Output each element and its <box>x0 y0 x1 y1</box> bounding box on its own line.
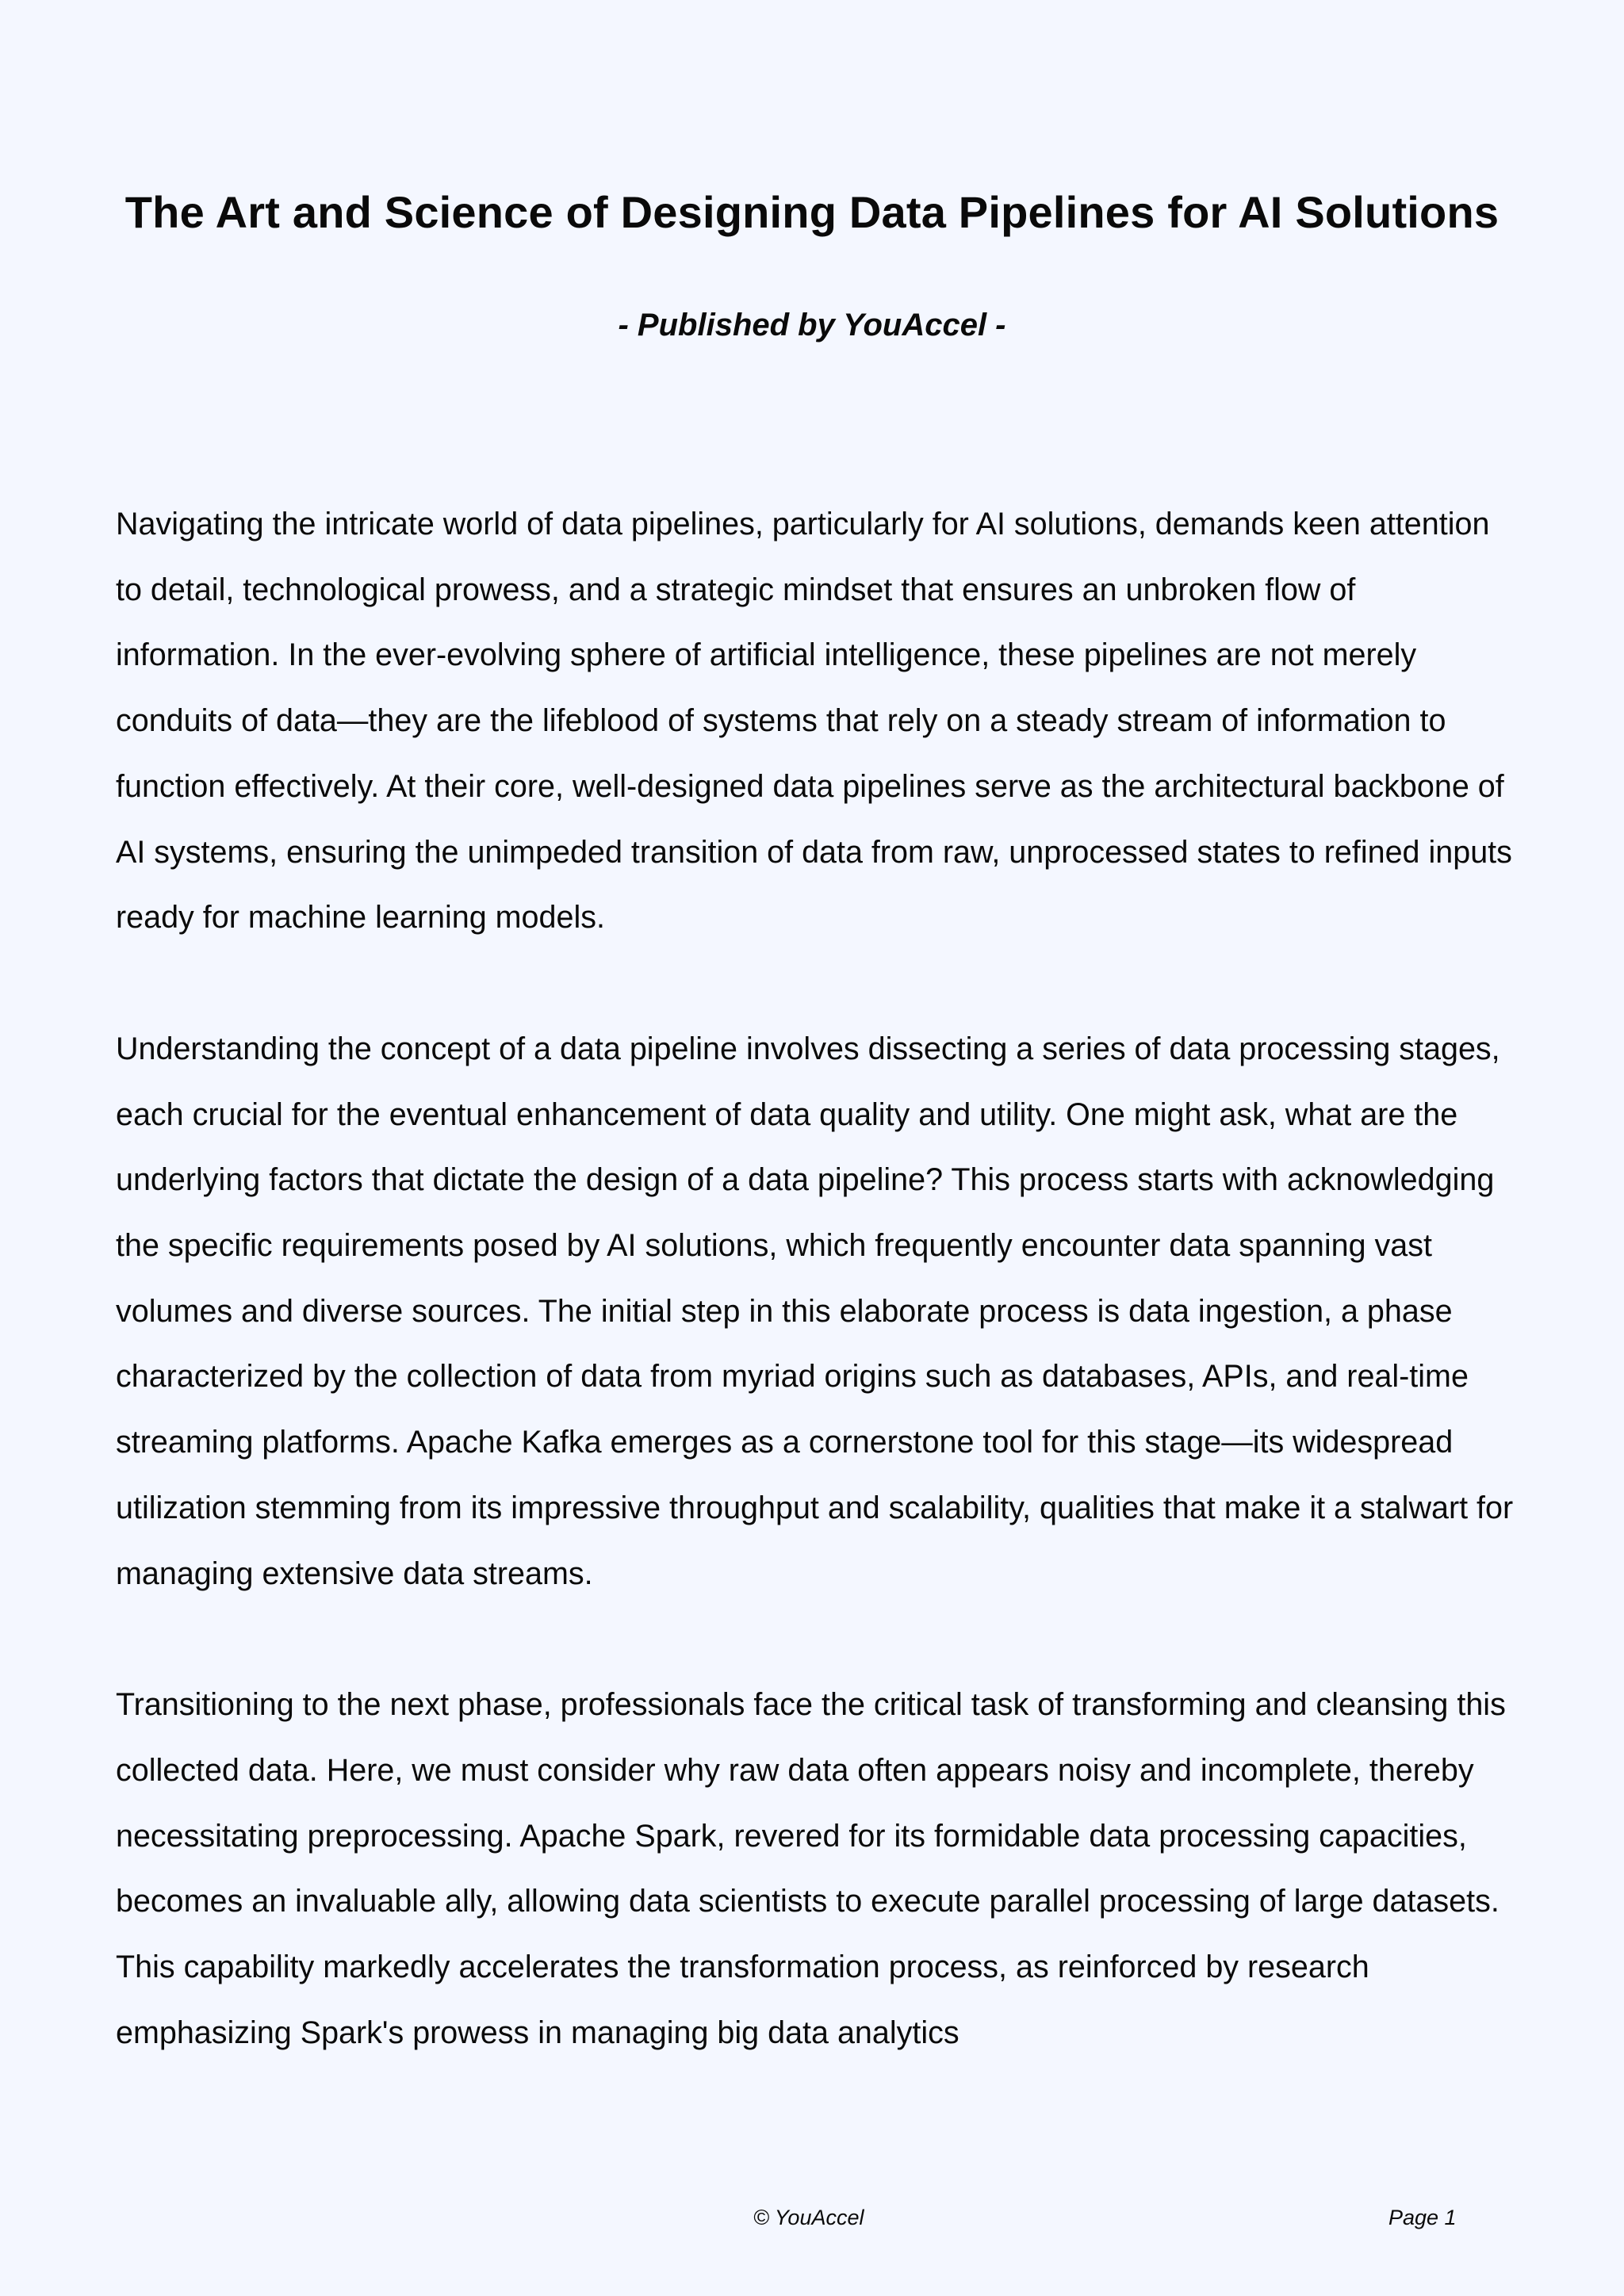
document-body <box>116 492 1519 2131</box>
footer-copyright: © YouAccel <box>753 2206 864 2229</box>
document-title: The Art and Science of Designing Data Pipelines for AI Solutions <box>124 187 1500 237</box>
page-number: Page 1 <box>1388 2206 1457 2229</box>
body-paragraph: Understanding the concept of a data pipeline involves dissecting a series of data processing stages, each crucial for the eventual enhancement of data quality and utility. One might ask, what are the underlying factors that dictate the design of a data pipeline? This process starts with acknowledging the specific requirements posed by AI solutions, which frequently encounter data spanning vast volumes and diverse sources. The initial step in this elaborate process is data ingestion, a phase characterized by the collection of data from myriad origins such as databases, APIs, and real-time streaming platforms. Apache Kafka emerges as a cornerstone tool for this stage—its widespread utilization stemming from its impressive throughput and scalability, qualities that make it a stalwart for managing extensive data streams. <box>116 1031 1514 1591</box>
publisher-subtitle: - Published by YouAccel - <box>618 308 1006 342</box>
body-paragraph: Navigating the intricate world of data pipelines, particularly for AI solutions, demands keen attention to detail, technological prowess, and a strategic mindset that ensures an unbroken flow of information. In the ever-evolving sphere of artificial intelligence, these pipelines are not merely conduits of data—they are the lifeblood of systems that rely on a steady stream of information to function effectively. At their core, well-designed data pipelines serve as the architectural backbone of AI systems, ensuring the unimpeded transition of data from raw, unprocessed states to refined inputs ready for machine learning models. <box>116 507 1512 936</box>
body-paragraph: Transitioning to the next phase, professionals face the critical task of transforming and cleansing this collected data. Here, we must consider why raw data often appears noisy and incomplete, thereby necessitating preprocessing. Apache Spark, revered for its formidable data processing capacities, becomes an invaluable ally, allowing data scientists to execute parallel processing of large datasets. This capability markedly accelerates the transformation process, as reinforced by research emphasizing Spark's prowess in managing big data analytics <box>116 1687 1506 2050</box>
